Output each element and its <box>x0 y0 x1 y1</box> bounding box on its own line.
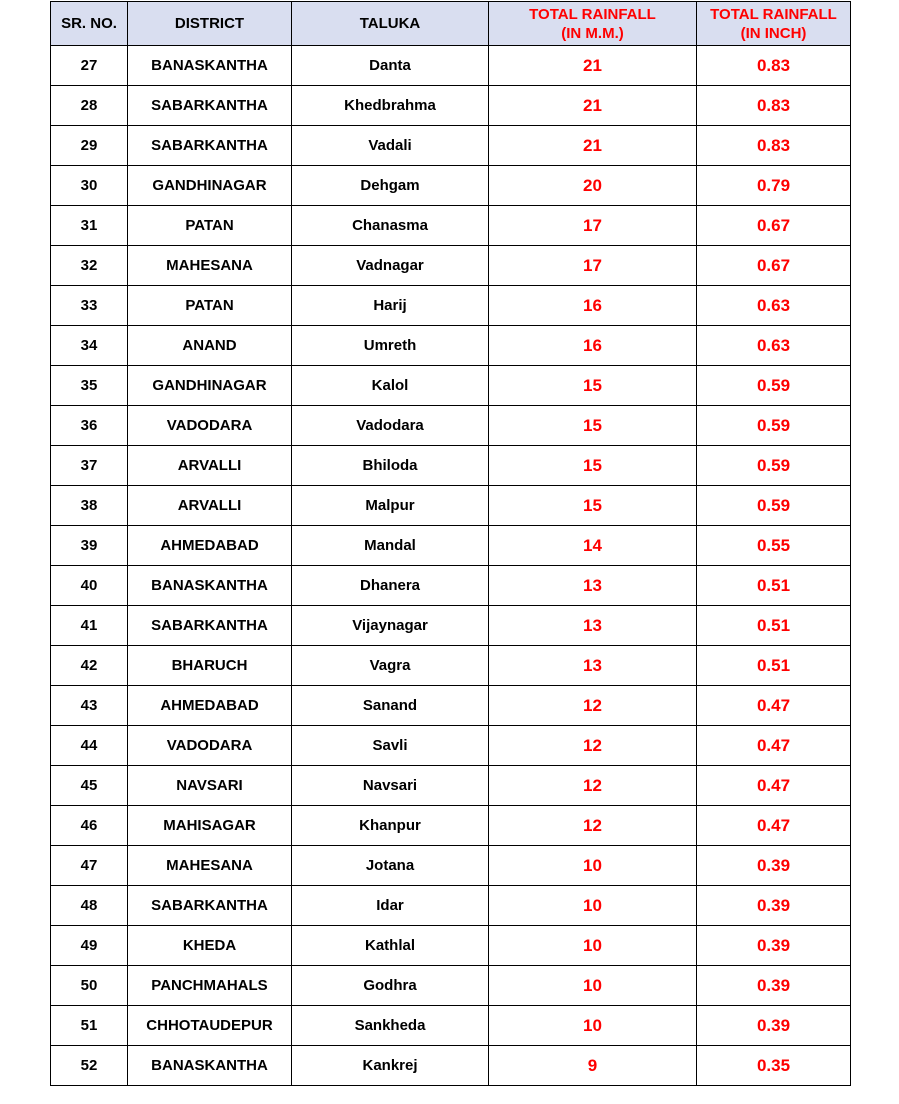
cell-sr-no: 28 <box>51 86 128 126</box>
cell-district: BHARUCH <box>128 646 292 686</box>
cell-sr-no: 46 <box>51 806 128 846</box>
table-row <box>51 966 851 1006</box>
cell-taluka: Godhra <box>292 966 489 1006</box>
cell-rainfall-mm: 13 <box>489 606 697 646</box>
table-row <box>51 566 851 606</box>
cell-sr-no: 45 <box>51 766 128 806</box>
cell-taluka: Khedbrahma <box>292 86 489 126</box>
cell-taluka: Dhanera <box>292 566 489 606</box>
table-row <box>51 166 851 206</box>
cell-sr-no: 48 <box>51 886 128 926</box>
cell-rainfall-inch: 0.47 <box>697 726 851 766</box>
cell-taluka: Kalol <box>292 366 489 406</box>
table-row <box>51 246 851 286</box>
cell-district: BANASKANTHA <box>128 1046 292 1086</box>
cell-rainfall-mm: 12 <box>489 766 697 806</box>
cell-sr-no: 33 <box>51 286 128 326</box>
cell-rainfall-mm: 16 <box>489 286 697 326</box>
cell-district: PATAN <box>128 206 292 246</box>
cell-sr-no: 32 <box>51 246 128 286</box>
cell-sr-no: 34 <box>51 326 128 366</box>
cell-rainfall-mm: 13 <box>489 566 697 606</box>
cell-district: ANAND <box>128 326 292 366</box>
cell-sr-no: 50 <box>51 966 128 1006</box>
cell-district: MAHESANA <box>128 246 292 286</box>
cell-district: VADODARA <box>128 726 292 766</box>
header-rainfall-mm-line1: TOTAL RAINFALL <box>529 5 656 23</box>
cell-taluka: Chanasma <box>292 206 489 246</box>
cell-sr-no: 43 <box>51 686 128 726</box>
cell-sr-no: 44 <box>51 726 128 766</box>
cell-taluka: Navsari <box>292 766 489 806</box>
cell-rainfall-inch: 0.47 <box>697 686 851 726</box>
cell-taluka: Vagra <box>292 646 489 686</box>
header-rainfall-mm <box>489 2 697 46</box>
header-rainfall-inch <box>697 2 851 46</box>
cell-district: SABARKANTHA <box>128 86 292 126</box>
cell-rainfall-mm: 12 <box>489 726 697 766</box>
cell-sr-no: 31 <box>51 206 128 246</box>
cell-district: AHMEDABAD <box>128 526 292 566</box>
cell-sr-no: 37 <box>51 446 128 486</box>
cell-rainfall-inch: 0.63 <box>697 326 851 366</box>
cell-rainfall-inch: 0.51 <box>697 566 851 606</box>
cell-rainfall-mm: 9 <box>489 1046 697 1086</box>
cell-rainfall-inch: 0.39 <box>697 1006 851 1046</box>
cell-district: GANDHINAGAR <box>128 166 292 206</box>
cell-sr-no: 49 <box>51 926 128 966</box>
table-row <box>51 926 851 966</box>
header-sr-no: SR. NO. <box>51 2 128 46</box>
cell-rainfall-mm: 21 <box>489 86 697 126</box>
table-row <box>51 406 851 446</box>
cell-rainfall-inch: 0.79 <box>697 166 851 206</box>
cell-rainfall-mm: 17 <box>489 206 697 246</box>
table-row <box>51 766 851 806</box>
cell-district: GANDHINAGAR <box>128 366 292 406</box>
cell-district: PATAN <box>128 286 292 326</box>
cell-rainfall-mm: 17 <box>489 246 697 286</box>
cell-district: VADODARA <box>128 406 292 446</box>
table-row <box>51 286 851 326</box>
cell-district: CHHOTAUDEPUR <box>128 1006 292 1046</box>
cell-district: ARVALLI <box>128 486 292 526</box>
cell-sr-no: 27 <box>51 46 128 86</box>
cell-rainfall-inch: 0.59 <box>697 366 851 406</box>
cell-rainfall-inch: 0.83 <box>697 46 851 86</box>
cell-taluka: Savli <box>292 726 489 766</box>
table-body <box>51 46 851 1086</box>
cell-rainfall-mm: 20 <box>489 166 697 206</box>
cell-sr-no: 30 <box>51 166 128 206</box>
cell-rainfall-inch: 0.39 <box>697 886 851 926</box>
cell-district: KHEDA <box>128 926 292 966</box>
cell-sr-no: 35 <box>51 366 128 406</box>
cell-taluka: Idar <box>292 886 489 926</box>
table-row <box>51 126 851 166</box>
cell-taluka: Malpur <box>292 486 489 526</box>
cell-rainfall-inch: 0.83 <box>697 126 851 166</box>
cell-rainfall-mm: 15 <box>489 406 697 446</box>
cell-district: SABARKANTHA <box>128 126 292 166</box>
cell-rainfall-inch: 0.83 <box>697 86 851 126</box>
cell-rainfall-inch: 0.35 <box>697 1046 851 1086</box>
cell-taluka: Harij <box>292 286 489 326</box>
table-row <box>51 606 851 646</box>
cell-rainfall-inch: 0.67 <box>697 206 851 246</box>
header-row <box>51 2 851 46</box>
cell-taluka: Dehgam <box>292 166 489 206</box>
table-row <box>51 646 851 686</box>
cell-taluka: Vijaynagar <box>292 606 489 646</box>
cell-rainfall-mm: 15 <box>489 446 697 486</box>
cell-rainfall-mm: 10 <box>489 926 697 966</box>
cell-rainfall-mm: 16 <box>489 326 697 366</box>
cell-rainfall-inch: 0.39 <box>697 966 851 1006</box>
cell-taluka: Vadodara <box>292 406 489 446</box>
header-district: DISTRICT <box>128 2 292 46</box>
table-row <box>51 46 851 86</box>
header-rainfall-inch-line1: TOTAL RAINFALL <box>710 5 837 23</box>
cell-taluka: Vadali <box>292 126 489 166</box>
table-row <box>51 486 851 526</box>
cell-taluka: Kankrej <box>292 1046 489 1086</box>
cell-rainfall-inch: 0.39 <box>697 846 851 886</box>
cell-rainfall-inch: 0.55 <box>697 526 851 566</box>
cell-taluka: Kathlal <box>292 926 489 966</box>
table-row <box>51 86 851 126</box>
cell-rainfall-inch: 0.59 <box>697 446 851 486</box>
cell-district: PANCHMAHALS <box>128 966 292 1006</box>
table-row <box>51 526 851 566</box>
table-row <box>51 726 851 766</box>
cell-rainfall-inch: 0.59 <box>697 406 851 446</box>
cell-rainfall-inch: 0.51 <box>697 646 851 686</box>
cell-sr-no: 39 <box>51 526 128 566</box>
cell-sr-no: 52 <box>51 1046 128 1086</box>
table-row <box>51 366 851 406</box>
cell-rainfall-mm: 21 <box>489 126 697 166</box>
cell-rainfall-mm: 21 <box>489 46 697 86</box>
cell-rainfall-mm: 12 <box>489 806 697 846</box>
cell-sr-no: 36 <box>51 406 128 446</box>
table-row <box>51 806 851 846</box>
cell-rainfall-mm: 12 <box>489 686 697 726</box>
cell-district: SABARKANTHA <box>128 606 292 646</box>
cell-rainfall-mm: 13 <box>489 646 697 686</box>
cell-taluka: Umreth <box>292 326 489 366</box>
cell-taluka: Sanand <box>292 686 489 726</box>
table-row <box>51 686 851 726</box>
cell-rainfall-mm: 10 <box>489 966 697 1006</box>
cell-sr-no: 41 <box>51 606 128 646</box>
cell-sr-no: 51 <box>51 1006 128 1046</box>
table-row <box>51 1006 851 1046</box>
cell-district: AHMEDABAD <box>128 686 292 726</box>
cell-rainfall-mm: 15 <box>489 486 697 526</box>
cell-district: MAHESANA <box>128 846 292 886</box>
cell-sr-no: 38 <box>51 486 128 526</box>
rainfall-table <box>50 1 851 1086</box>
cell-rainfall-mm: 10 <box>489 846 697 886</box>
cell-rainfall-inch: 0.59 <box>697 486 851 526</box>
cell-taluka: Bhiloda <box>292 446 489 486</box>
table-row <box>51 326 851 366</box>
cell-rainfall-inch: 0.47 <box>697 806 851 846</box>
cell-taluka: Jotana <box>292 846 489 886</box>
cell-rainfall-mm: 14 <box>489 526 697 566</box>
cell-rainfall-inch: 0.47 <box>697 766 851 806</box>
cell-sr-no: 40 <box>51 566 128 606</box>
header-rainfall-inch-line2: (IN INCH) <box>740 24 807 42</box>
cell-rainfall-inch: 0.39 <box>697 926 851 966</box>
cell-sr-no: 29 <box>51 126 128 166</box>
cell-district: NAVSARI <box>128 766 292 806</box>
cell-sr-no: 42 <box>51 646 128 686</box>
table-row <box>51 1046 851 1086</box>
cell-rainfall-inch: 0.51 <box>697 606 851 646</box>
cell-rainfall-inch: 0.63 <box>697 286 851 326</box>
table-row <box>51 446 851 486</box>
cell-rainfall-mm: 10 <box>489 886 697 926</box>
cell-taluka: Danta <box>292 46 489 86</box>
cell-district: ARVALLI <box>128 446 292 486</box>
table-row <box>51 206 851 246</box>
cell-rainfall-inch: 0.67 <box>697 246 851 286</box>
cell-district: SABARKANTHA <box>128 886 292 926</box>
table-row <box>51 846 851 886</box>
cell-taluka: Khanpur <box>292 806 489 846</box>
cell-taluka: Vadnagar <box>292 246 489 286</box>
cell-rainfall-mm: 10 <box>489 1006 697 1046</box>
cell-district: MAHISAGAR <box>128 806 292 846</box>
cell-district: BANASKANTHA <box>128 46 292 86</box>
table-row <box>51 886 851 926</box>
cell-taluka: Mandal <box>292 526 489 566</box>
table-header <box>51 2 851 46</box>
header-rainfall-mm-line2: (IN M.M.) <box>561 24 624 42</box>
header-taluka: TALUKA <box>292 2 489 46</box>
cell-rainfall-mm: 15 <box>489 366 697 406</box>
cell-sr-no: 47 <box>51 846 128 886</box>
cell-district: BANASKANTHA <box>128 566 292 606</box>
cell-taluka: Sankheda <box>292 1006 489 1046</box>
